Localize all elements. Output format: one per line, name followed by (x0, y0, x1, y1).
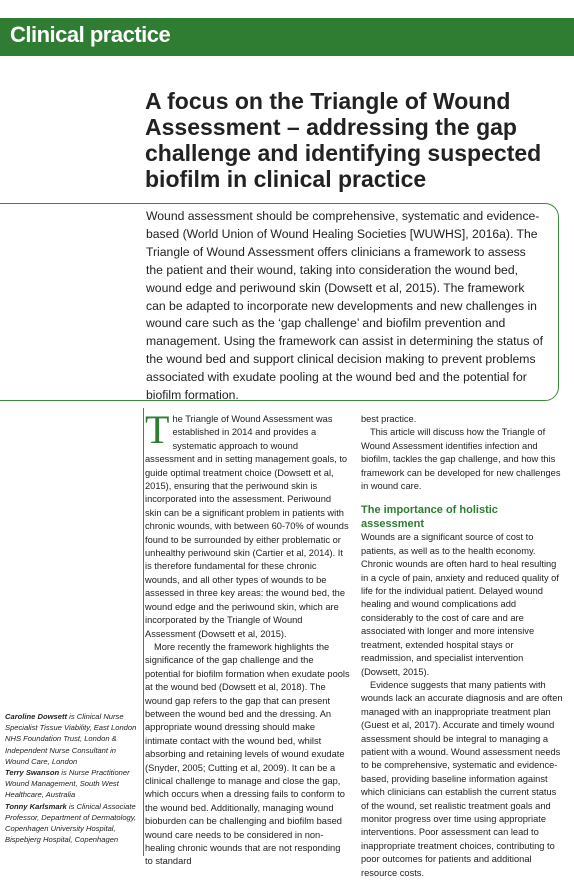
abstract-text: Wound assessment should be comprehensive, systematic and evidence-based (World Union of Wound Healing Societies [WUWHS], 2016a). The Triangle of Wound Assessment offers clinicians a framework to assess the patient and their wound, taking into consideration the wound bed, wound edge and periwound skin (Dowsett et al, 2015). The framework can be adapted to incorporate new developments and new challenges in wound care such as the ‘gap challenge’ and biofilm prevention and management. Using the framework can assist in determining the status of the wound bed and support clinical decision making to prevent problems associated with exudate pooling at the wound bed and the potential for biofilm formation. (146, 209, 543, 403)
section-subheading: The importance of holistic assessment (361, 504, 498, 531)
paragraph-text: he Triangle of Wound Assessment was established in 2014 and provides a systematic approach to wound assessment and in setting management goals, to guide optimal treatment choice (Dowsett et al, 2015), ensuring that the periwound skin is incorporated into the assessment. Periwound skin can be a significant problem in patients with chronic wounds, with between 60-70% of wounds found to be surrounded by either problematic or unhealthy periwound skin (Cartier et al, 2014). It is therefore fundamental for these chronic wounds, and all other types of wounds to be assessed in three key areas: the wound bed, the wound edge and the periwound skin, which are incorporated by the Triangle of Wound Assessment (Dowsett et al, 2015). (145, 414, 349, 639)
section-header-bar (0, 18, 574, 56)
body-column-1 (145, 407, 350, 869)
section-label: Clinical practice (10, 22, 171, 47)
author-name: Tonny Karlsmark (5, 801, 67, 811)
body-paragraph: Evidence suggests that many patients with wounds lack an accurate diagnosis and are often managed with an inappropriate treatment plan (Guest et al, 2017). Accurate and timely wound assessment should be integral to managing a patient with a wound. Wound assessment needs to be comprehensive, systematic and evidence-based, providing baseline information against which clinicians can establish the current status of the wound, set realistic treatment goals and monitor progress over time using appropriate interventions. Poor assessment can lead to inappropriate treatment choices, contributing to poor outcomes for patients and additional resource costs. (361, 679, 563, 878)
article-title: A focus on the Triangle of Wound Assessment – addressing the gap challenge and identifying suspected biofilm in clinical practice (145, 88, 542, 192)
body-paragraph: Wounds are a significant source of cost to patients, as well as to the health economy. Chronic wounds are often hard to heal resulting in a cycle of pain, anxiety and reduced quality of life for the individual patient. Delayed wound healing and wound complications add considerably to the cost of care and are associated with longer and more intensive treatment, extended hospital stays or readmission, and specialist intervention (Dowsett, 2015). (361, 532, 559, 677)
drop-cap: T (145, 407, 170, 452)
author-affiliations (5, 711, 137, 845)
author-name: Terry Swanson (5, 768, 60, 778)
body-paragraph: More recently the framework highlights the significance of the gap challenge and the potential for biofilm formation when exudate pools at the wound bed (Dowsett et al, 2018). The wound gap refers to the gap that can present between the wound bed and the dressing. An appropriate wound dressing should make intimate contact with the wound bed, whilst absorbing and retaining levels of wound exudate (Snyder, 2005; Cutting et al, 2009). It can be a clinical challenge to manage and close the gap, which occurs when a dressing fails to conform to the wound bed. Additionally, managing wound bioburden can be challenging and biofilm based wound care needs to be considered in non-healing chronic wounds that are not responding to standard (145, 641, 350, 867)
body-paragraph: best practice. (361, 414, 417, 424)
author-role: is Clinical Nurse Specialist Tissue Viability, East London NHS Foundation Trust, London & Independent Nurse Consultant in Wound Care, London (5, 712, 137, 766)
body-paragraph: This article will discuss how the Triangle of Wound Assessment identifies infection and biofilm, tackles the gap challenge, and how this framework can be developed for new challenges in wound care. (361, 427, 561, 492)
author-name: Caroline Dowsett (5, 712, 68, 721)
column-divider (143, 408, 144, 856)
body-paragraph (145, 407, 350, 641)
body-column-2 (361, 413, 563, 880)
author-role: is Clinical Associate Professor, Department of Dermatology, Copenhagen University Hospital, Bispebjerg Hospital, Copenhagen (5, 801, 137, 845)
author-role: is Nurse Practitioner Wound Management, South West Healthcare, Australia (5, 768, 130, 800)
